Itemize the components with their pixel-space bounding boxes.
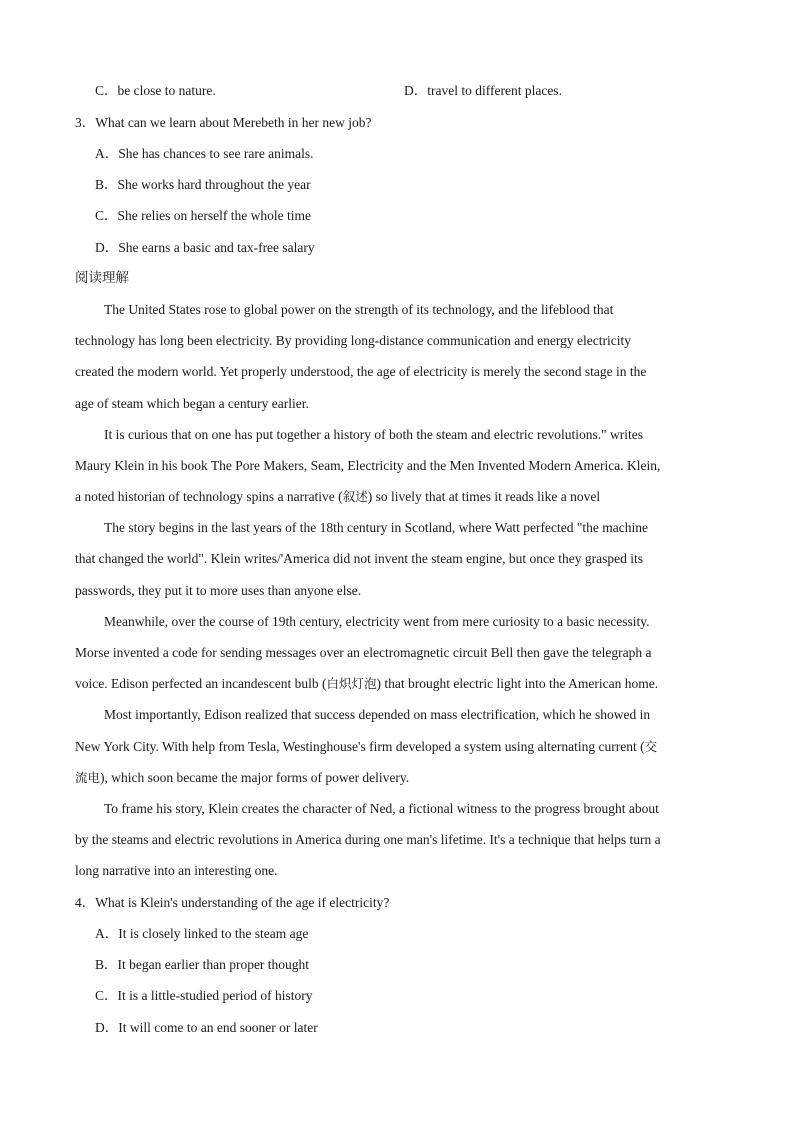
- q2-option-c: C．be close to nature.: [95, 83, 216, 98]
- q4-stem: 4．What is Klein's understanding of the age if electricity?: [75, 895, 390, 910]
- q4-option-d: D．It will come to an end sooner or later: [95, 1020, 318, 1035]
- q3-option-b: B．She works hard throughout the year: [95, 177, 311, 192]
- passage-line: [75, 738, 715, 756]
- q2-option-d: D．travel to different places.: [404, 83, 562, 98]
- passage-text: ) so lively that at times it reads like a novel: [367, 489, 601, 504]
- passage-line: To frame his story, Klein creates the character of Ned, a fictional witness to the progress brought about: [104, 801, 659, 816]
- passage-line: age of steam which began a century earlier.: [75, 396, 309, 411]
- q3-option-d: D．She earns a basic and tax-free salary: [95, 240, 315, 255]
- section-heading: 阅读理解: [75, 270, 129, 286]
- chinese-gloss: 流电: [75, 770, 101, 785]
- passage-line: technology has long been electricity. By providing long-distance communication and energy electricity: [75, 333, 631, 348]
- passage-text: New York City. With help from Tesla, Westinghouse's firm developed a system using alternating current (: [75, 739, 645, 754]
- q3-option-a: A．She has chances to see rare animals.: [95, 146, 314, 161]
- passage-line: It is curious that on one has put together a history of both the steam and electric revolutions." writes: [104, 427, 644, 442]
- passage-line: by the steams and electric revolutions in America during one man's lifetime. It's a technique that helps turn a: [75, 832, 661, 847]
- passage-line: [75, 675, 715, 693]
- passage-line: Meanwhile, over the course of 19th century, electricity went from mere curiosity to a basic necessity.: [104, 614, 650, 629]
- passage-line: created the modern world. Yet properly understood, the age of electricity is merely the second stage in the: [75, 364, 647, 379]
- passage-line: The United States rose to global power on the strength of its technology, and the lifeblood that: [104, 302, 614, 317]
- passage-line: that changed the world". Klein writes/'America did not invent the steam engine, but once they grasped its: [75, 551, 644, 566]
- chinese-gloss: 叙述: [342, 489, 368, 504]
- passage-text: ), which soon became the major forms of power delivery.: [100, 770, 410, 785]
- q3-option-c: C．She relies on herself the whole time: [95, 208, 311, 223]
- q3-stem: 3．What can we learn about Merebeth in her new job?: [75, 115, 372, 130]
- passage-text: ) that brought electric light into the American home.: [376, 676, 659, 691]
- passage-line: [75, 769, 715, 787]
- passage-line: Most importantly, Edison realized that success depended on mass electrification, which he showed in: [104, 707, 651, 722]
- chinese-gloss: 交: [644, 739, 658, 754]
- passage-line: The story begins in the last years of the 18th century in Scotland, where Watt perfected "the machine: [104, 520, 649, 535]
- q4-option-a: A．It is closely linked to the steam age: [95, 926, 309, 941]
- passage-text: voice. Edison perfected an incandescent bulb (: [75, 676, 327, 691]
- passage-line: [75, 488, 715, 506]
- q4-option-b: B．It began earlier than proper thought: [95, 957, 310, 972]
- passage-line: passwords, they put it to more uses than anyone else.: [75, 583, 362, 598]
- q4-option-c: C．It is a little-studied period of history: [95, 988, 313, 1003]
- passage-line: Maury Klein in his book The Pore Makers, Seam, Electricity and the Men Invented Modern America. Klein,: [75, 458, 661, 473]
- chinese-gloss: 白炽灯泡: [326, 676, 377, 691]
- passage-line: long narrative into an interesting one.: [75, 863, 278, 878]
- q2-options-row: [95, 82, 715, 100]
- passage-line: Morse invented a code for sending messages over an electromagnetic circuit Bell then gave the telegraph a: [75, 645, 652, 660]
- passage-text: a noted historian of technology spins a narrative (: [75, 489, 343, 504]
